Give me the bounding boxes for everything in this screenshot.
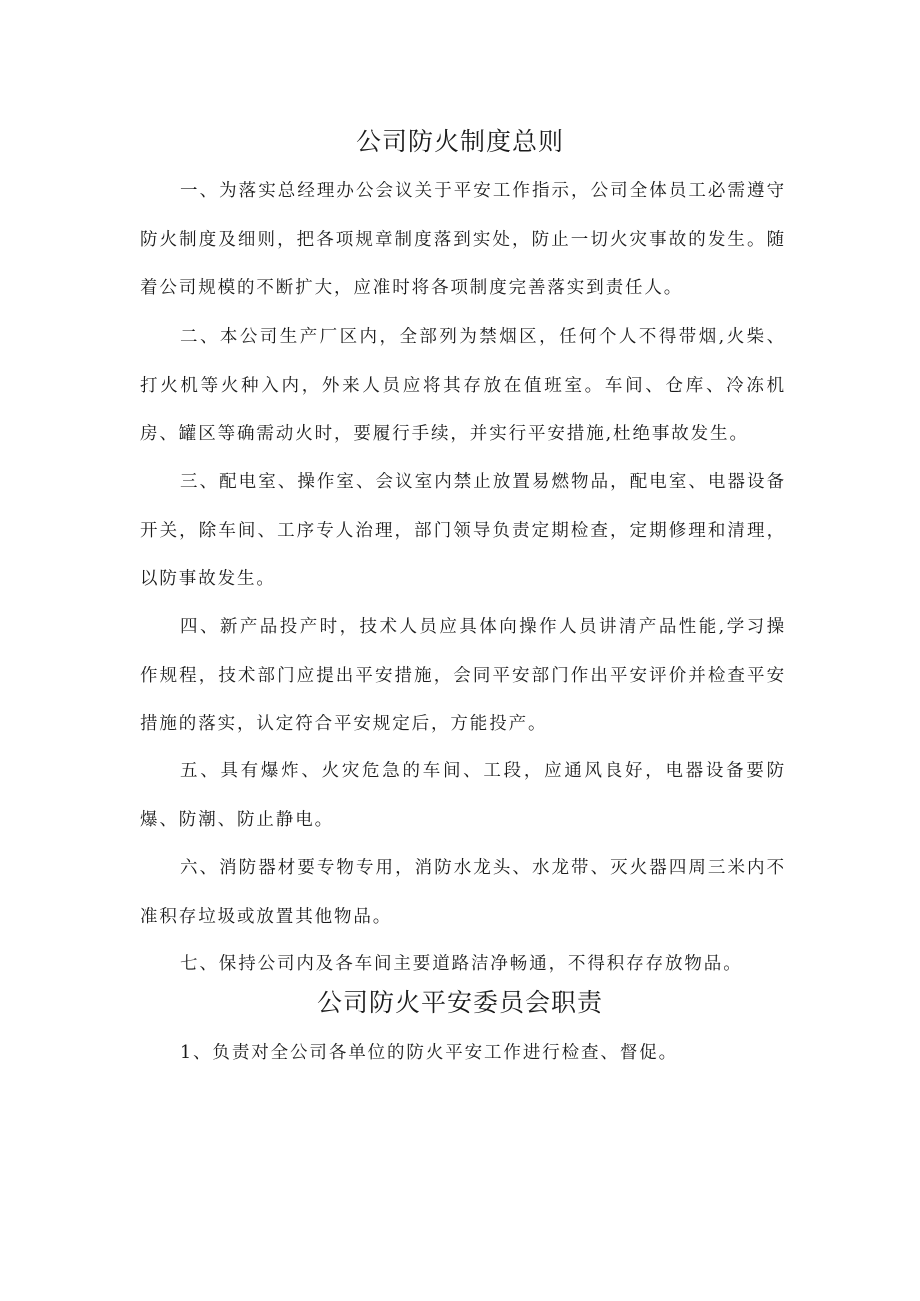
section-title: 公司防火平安委员会职责 [316,988,603,1017]
paragraph-6: 六、消防器材要专物专用，消防水龙头、水龙带、灭火器四周三米内不准积存垃圾或放置其他物品。 [140,858,786,927]
paragraph-1: 一、为落实总经理办公会议关于平安工作指示，公司全体员工必需遵守防火制度及细则，把各项规章制度落到实处，防止一切火灾事故的发生。随着公司规模的不断扩大，应准时将各项制度完善落实到责任人。 [140,181,786,298]
paragraph-5: 五、具有爆炸、火灾危急的车间、工段，应通风良好，电器设备要防爆、防潮、防止静电。 [140,761,786,830]
section-paragraph-1: 1、负责对全公司各单位的防火平安工作进行检查、督促。 [180,1043,679,1063]
paragraph-2: 二、本公司生产厂区内，全部列为禁烟区，任何个人不得带烟,火柴、打火机等火种入内，外来人员应将其存放在值班室。车间、仓库、冷冻机房、罐区等确需动火时，要履行手续，并实行平安措施,杜绝事故发生。 [140,327,786,444]
document-title: 公司防火制度总则 [355,127,564,156]
paragraph-4: 四、新产品投产时，技术人员应具体向操作人员讲清产品性能,学习操作规程，技术部门应提出平安措施，会同平安部门作出平安评价并检查平安措施的落实，认定符合平安规定后，方能投产。 [140,617,786,734]
paragraph-3: 三、配电室、操作室、会议室内禁止放置易燃物品，配电室、电器设备开关，除车间、工序专人治理，部门领导负责定期检查，定期修理和清理，以防事故发生。 [140,472,786,589]
paragraph-7: 七、保持公司内及各车间主要道路洁净畅通，不得积存存放物品。 [180,954,743,974]
